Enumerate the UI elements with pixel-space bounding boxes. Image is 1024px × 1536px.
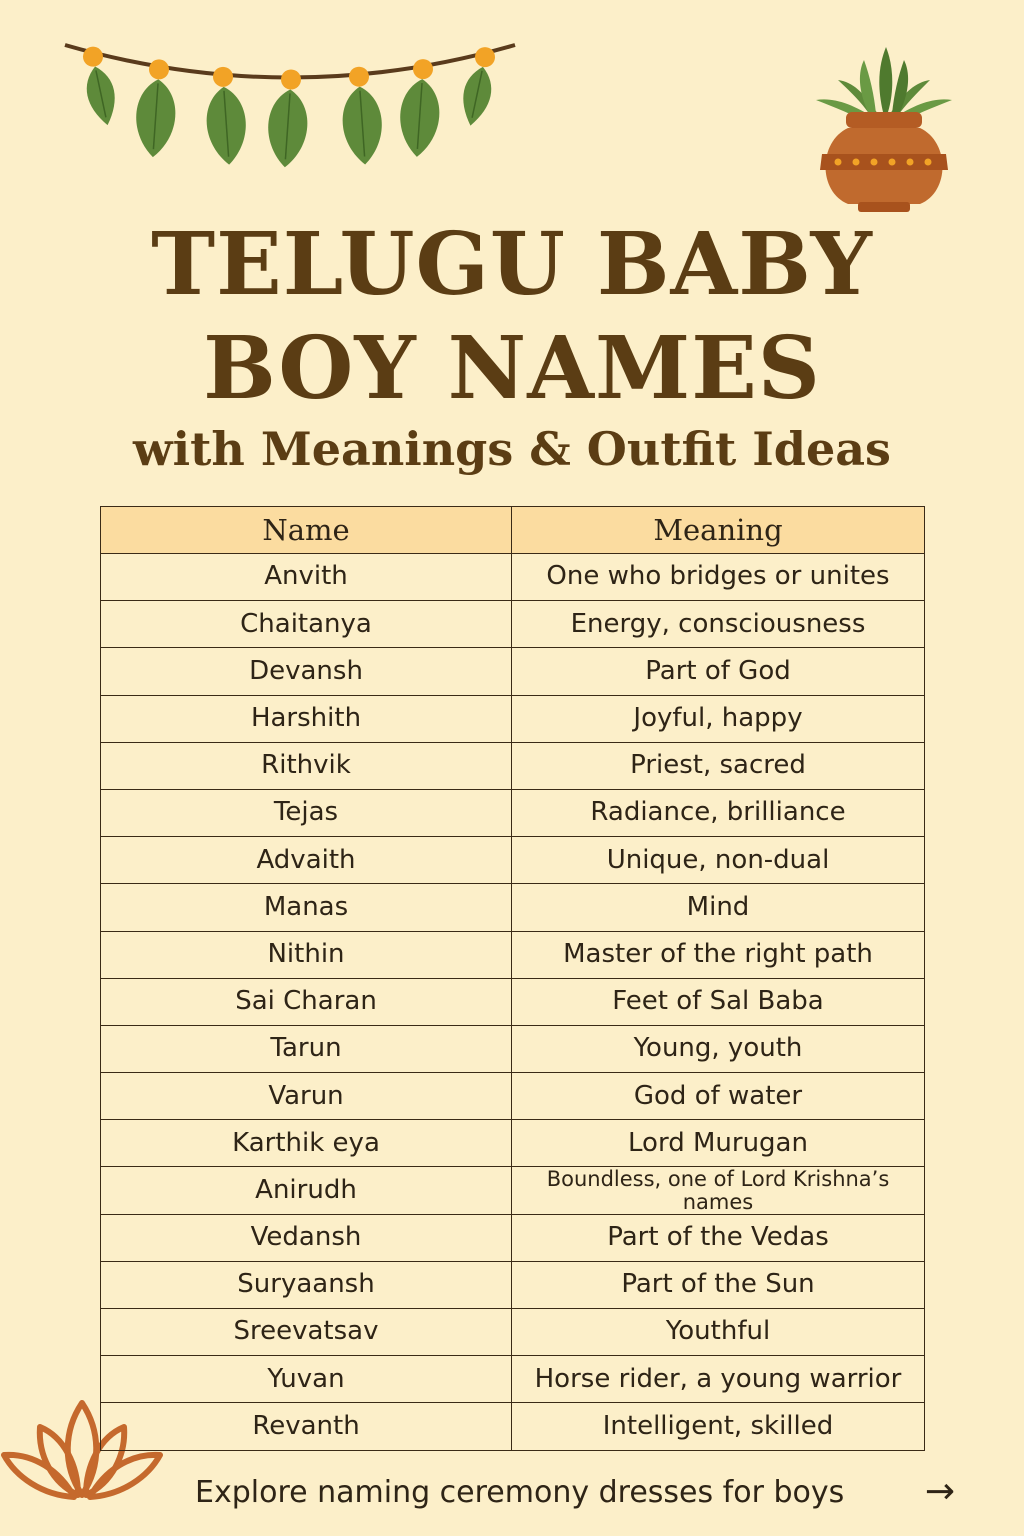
table-row <box>101 931 925 978</box>
name-cell: Revanth <box>101 1403 512 1450</box>
mango-leaf-garland-icon <box>55 35 525 195</box>
table-row <box>101 884 925 931</box>
meaning-cell: Boundless, one of Lord Krishna’s names <box>512 1167 925 1214</box>
marigold-flower <box>475 47 495 67</box>
meaning-cell: Mind <box>512 884 925 931</box>
explore-dresses-link-text: Explore naming ceremony dresses for boys <box>195 1474 845 1510</box>
table-row <box>101 978 925 1025</box>
name-cell: Sai Charan <box>101 978 512 1025</box>
table-row <box>101 1073 925 1120</box>
meaning-cell: One who bridges or unites <box>512 554 925 601</box>
meaning-cell: Part of God <box>512 648 925 695</box>
name-cell: Advaith <box>101 837 512 884</box>
table-row <box>101 1261 925 1308</box>
name-cell: Sreevatsav <box>101 1309 512 1356</box>
meaning-cell: Lord Murugan <box>512 1120 925 1167</box>
meaning-cell: Priest, sacred <box>512 742 925 789</box>
table-row <box>101 1309 925 1356</box>
table-row <box>101 601 925 648</box>
name-cell: Vedansh <box>101 1214 512 1261</box>
name-cell: Anvith <box>101 554 512 601</box>
name-cell: Harshith <box>101 695 512 742</box>
meaning-cell: Unique, non-dual <box>512 837 925 884</box>
table-row <box>101 742 925 789</box>
table-row <box>101 789 925 836</box>
name-cell: Rithvik <box>101 742 512 789</box>
table-header-row <box>101 507 925 554</box>
marigold-flower <box>413 59 433 79</box>
name-cell: Suryaansh <box>101 1261 512 1308</box>
table-row <box>101 1025 925 1072</box>
name-cell: Yuvan <box>101 1356 512 1403</box>
name-cell: Manas <box>101 884 512 931</box>
name-cell: Karthik eya <box>101 1120 512 1167</box>
marigold-flower <box>149 59 169 79</box>
table-row <box>101 648 925 695</box>
page-subtitle: with Meanings & Outfit Ideas <box>133 422 891 476</box>
meaning-cell: Joyful, happy <box>512 695 925 742</box>
meaning-cell: God of water <box>512 1073 925 1120</box>
meaning-cell: Energy, consciousness <box>512 601 925 648</box>
name-cell: Varun <box>101 1073 512 1120</box>
arrow-right-icon: → <box>924 1471 955 1512</box>
table-row <box>101 837 925 884</box>
meaning-cell: Youthful <box>512 1309 925 1356</box>
table-row <box>101 1356 925 1403</box>
meaning-cell: Radiance, brilliance <box>512 789 925 836</box>
kalash-pot-icon <box>808 42 958 217</box>
name-cell: Devansh <box>101 648 512 695</box>
meaning-cell: Intelligent, skilled <box>512 1403 925 1450</box>
table-row <box>101 1403 925 1450</box>
meaning-cell: Part of the Vedas <box>512 1214 925 1261</box>
name-cell: Nithin <box>101 931 512 978</box>
page-title-line1: TELUGU BABY <box>151 214 873 315</box>
meaning-cell: Master of the right path <box>512 931 925 978</box>
page-title-line2: BOY NAMES <box>203 318 821 419</box>
table-row <box>101 695 925 742</box>
marigold-flower <box>281 69 301 89</box>
meaning-cell: Part of the Sun <box>512 1261 925 1308</box>
table-row <box>101 554 925 601</box>
column-header-meaning: Meaning <box>512 507 925 554</box>
name-cell: Tejas <box>101 789 512 836</box>
marigold-flower <box>213 67 233 87</box>
name-cell: Chaitanya <box>101 601 512 648</box>
table-row <box>101 1214 925 1261</box>
table-row <box>101 1120 925 1167</box>
names-table <box>100 506 925 1451</box>
name-cell: Anirudh <box>101 1167 512 1214</box>
meaning-cell: Feet of Sal Baba <box>512 978 925 1025</box>
table-row <box>101 1167 925 1214</box>
meaning-cell: Horse rider, a young warrior <box>512 1356 925 1403</box>
meaning-cell: Young, youth <box>512 1025 925 1072</box>
explore-dresses-link[interactable] <box>195 1470 955 1514</box>
marigold-flower <box>349 67 369 87</box>
name-cell: Tarun <box>101 1025 512 1072</box>
marigold-flower <box>83 47 103 67</box>
column-header-name: Name <box>101 507 512 554</box>
